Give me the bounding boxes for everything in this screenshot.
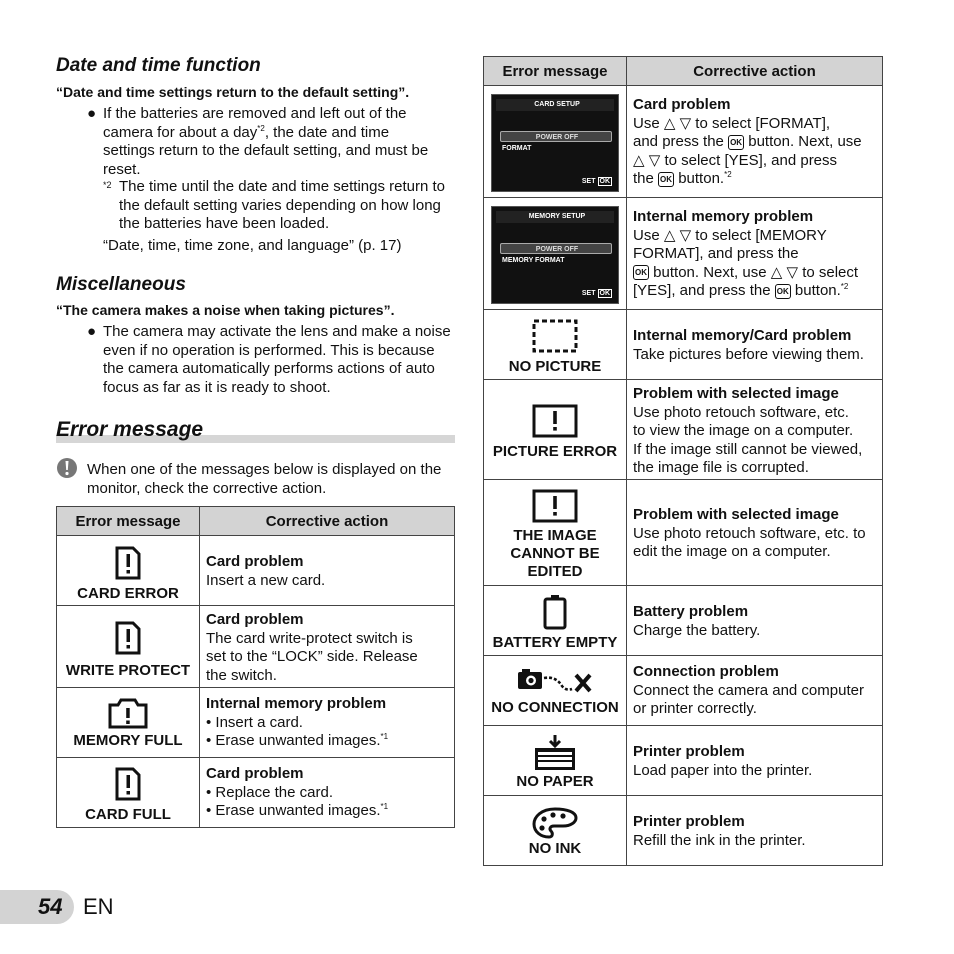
action-text: Connect the camera and computer [633, 681, 864, 699]
message-label: MEMORY FULL [73, 732, 183, 749]
up-arrow-icon: △ [770, 263, 783, 281]
down-arrow-icon: ▽ [786, 263, 799, 281]
action-cell [627, 586, 883, 656]
bullet-dot: ● [87, 323, 97, 340]
action-text: • Erase unwanted images. [206, 802, 381, 819]
action-title: Card problem [206, 553, 304, 570]
message-label: NO CONNECTION [491, 699, 619, 716]
action-text: • Replace the card. [206, 783, 333, 801]
up-arrow-icon: △ [663, 226, 676, 244]
action-text: or printer correctly. [633, 700, 757, 717]
ok-button-icon: OK [775, 284, 791, 299]
question-misc: “The camera makes a noise when taking pictures”. [56, 302, 395, 318]
bullet-dot: ● [87, 105, 97, 122]
action-cell [627, 480, 883, 586]
section-title-misc: Miscellaneous [56, 274, 186, 295]
action-cell [627, 380, 883, 480]
table-row [484, 380, 883, 480]
action-title: Internal memory problem [633, 208, 814, 225]
screen-title: MEMORY SETUP [496, 211, 614, 223]
table-row [57, 688, 455, 758]
message-cell [484, 726, 627, 796]
action-text: Refill the ink in the printer. [633, 831, 806, 849]
page-reference: “Date, time, time zone, and language” (p. 17) [103, 237, 402, 254]
screen-set: SET OK [581, 290, 610, 297]
cannot-edit-icon [532, 489, 578, 523]
table-row [484, 586, 883, 656]
action-cell [627, 656, 883, 726]
screen-option: FORMAT [502, 145, 532, 152]
down-arrow-icon: ▽ [648, 151, 661, 169]
table-row [484, 796, 883, 866]
action-cell [200, 606, 455, 688]
page-number-tab [0, 890, 74, 924]
card-error-icon [114, 545, 142, 581]
message-label: CARD ERROR [77, 585, 179, 602]
battery-empty-icon [542, 594, 568, 630]
message-label: BATTERY EMPTY [492, 634, 618, 651]
section-title-date-time: Date and time function [56, 55, 261, 76]
table-row [57, 606, 455, 688]
caution-icon [56, 457, 78, 484]
action-text: The card write-protect switch is set to the “LOCK” side. Release the switch. [206, 629, 418, 684]
message-cell [484, 796, 627, 866]
screen-selection: POWER OFF [500, 131, 612, 142]
action-cell: Card problem • Replace the card. • Erase unwanted images.$^{*1}$ [200, 758, 455, 828]
table-row [484, 310, 883, 380]
message-cell [484, 656, 627, 726]
action-title: Printer problem [633, 743, 745, 760]
message-label: CARD FULL [85, 806, 171, 823]
message-cell [484, 310, 627, 380]
picture-error-icon [532, 404, 578, 438]
action-title: Battery problem [633, 603, 749, 620]
down-arrow-icon: ▽ [679, 114, 692, 132]
action-cell [200, 536, 455, 606]
screen-title: CARD SETUP [496, 99, 614, 111]
action-text: Load paper into the printer. [633, 761, 813, 779]
message-label: WRITE PROTECT [65, 662, 191, 679]
table-row [484, 198, 883, 310]
ok-button-icon: OK [633, 265, 649, 280]
message-cell [57, 536, 200, 606]
up-arrow-icon: △ [633, 151, 645, 169]
action-text: Take pictures before viewing them. [633, 345, 864, 363]
column-header-message: Error message [57, 507, 200, 536]
action-text: Charge the battery. [633, 621, 761, 639]
message-cell [484, 380, 627, 480]
section-title-error: Error message [56, 418, 204, 441]
message-label: NO PICTURE [508, 358, 602, 375]
column-header-message: Error message [484, 57, 627, 86]
message-cell [57, 688, 200, 758]
column-header-action: Corrective action [200, 507, 455, 536]
action-text: If the image still cannot be viewed, [633, 440, 863, 458]
action-title: Internal memory/Card problem [633, 327, 852, 344]
screen-option: MEMORY FORMAT [502, 257, 565, 264]
footnote-2: *2 The time until the date and time settings return to the default setting varies depending on how long the batteries have been loaded. [103, 178, 446, 232]
action-cell: Internal memory problem • Insert a card. • Erase unwanted images.$^{*1}$ [200, 688, 455, 758]
error-table-right [483, 56, 883, 866]
action-text: to view the image on a computer. [633, 422, 854, 439]
message-cell [484, 480, 627, 586]
action-title: Card problem [206, 611, 304, 628]
action-title: Problem with selected image [633, 385, 839, 402]
message-cell [484, 86, 627, 198]
action-title: Card problem [206, 765, 304, 782]
screen-selection: POWER OFF [500, 243, 612, 254]
message-cell [57, 606, 200, 688]
table-row [484, 726, 883, 796]
write-protect-icon [114, 620, 142, 656]
no-paper-icon [532, 734, 578, 772]
message-label: THE IMAGE CANNOT BE EDITED [510, 527, 600, 580]
message-label: PICTURE ERROR [492, 443, 618, 460]
table-row [484, 480, 883, 586]
action-cell [627, 796, 883, 866]
table-row [484, 656, 883, 726]
page-number: 54 [38, 894, 63, 919]
message-cell [484, 586, 627, 656]
bullet-misc: ● The camera may activate the lens and make a noise even if no operation is performed. This is because the camera automatically performs actions of auto focus as far as it is ready to shoot. [87, 323, 451, 396]
action-text: • Erase unwanted images. [206, 732, 381, 749]
screen-memory-setup [491, 206, 619, 304]
message-cell [57, 758, 200, 828]
ok-button-icon: OK [658, 172, 674, 187]
question-date-time: “Date and time settings return to the default setting”. [56, 84, 410, 100]
action-title: Connection problem [633, 663, 779, 680]
message-label: NO INK [528, 840, 582, 857]
no-picture-icon [531, 318, 579, 354]
table-row [57, 758, 455, 828]
screen-set: SET OK [581, 178, 610, 185]
action-title: Card problem [633, 96, 731, 113]
memory-full-icon [107, 696, 149, 730]
action-cell [627, 726, 883, 796]
intro-text: When one of the messages below is displayed on the monitor, check the corrective action. [87, 461, 442, 497]
action-cell: Internal memory problem Use △ ▽ to select [MEMORY FORMAT], and press the OK button. Next, use △ ▽ to select [YES], and press the OK button.$^{*2}$ [627, 198, 883, 310]
no-ink-icon [531, 806, 579, 840]
no-connection-icon [516, 664, 594, 698]
language-label: EN [83, 894, 114, 919]
up-arrow-icon: △ [663, 114, 676, 132]
action-text: Use photo retouch software, etc. to [633, 524, 866, 542]
ok-button-icon: OK [728, 135, 744, 150]
action-title: Problem with selected image [633, 506, 839, 523]
action-text: Insert a new card. [206, 571, 326, 589]
screen-card-setup [491, 94, 619, 192]
message-label: NO PAPER [516, 773, 594, 790]
action-cell: Card problem Use △ ▽ to select [FORMAT], and press the OK button. Next, use △ ▽ to select [YES], and press the OK button.$^{*2}$ [627, 86, 883, 198]
action-text: Use photo retouch software, etc. [633, 403, 849, 421]
error-table-left [56, 506, 455, 828]
bullet-date-time: ● If the batteries are removed and left out of the camera for about a day$^{*2}$, the date and time settings return to the default setting, and must be reset. [87, 105, 429, 178]
table-row [57, 536, 455, 606]
down-arrow-icon: ▽ [679, 226, 692, 244]
action-title: Printer problem [633, 813, 745, 830]
action-text: • Insert a card. [206, 713, 303, 731]
action-text: edit the image on a computer. [633, 543, 831, 560]
table-row [484, 86, 883, 198]
action-text: the image file is corrupted. [633, 459, 809, 476]
column-header-action: Corrective action [627, 57, 883, 86]
card-full-icon [114, 766, 142, 802]
action-cell [627, 310, 883, 380]
action-title: Internal memory problem [206, 695, 387, 712]
message-cell [484, 198, 627, 310]
